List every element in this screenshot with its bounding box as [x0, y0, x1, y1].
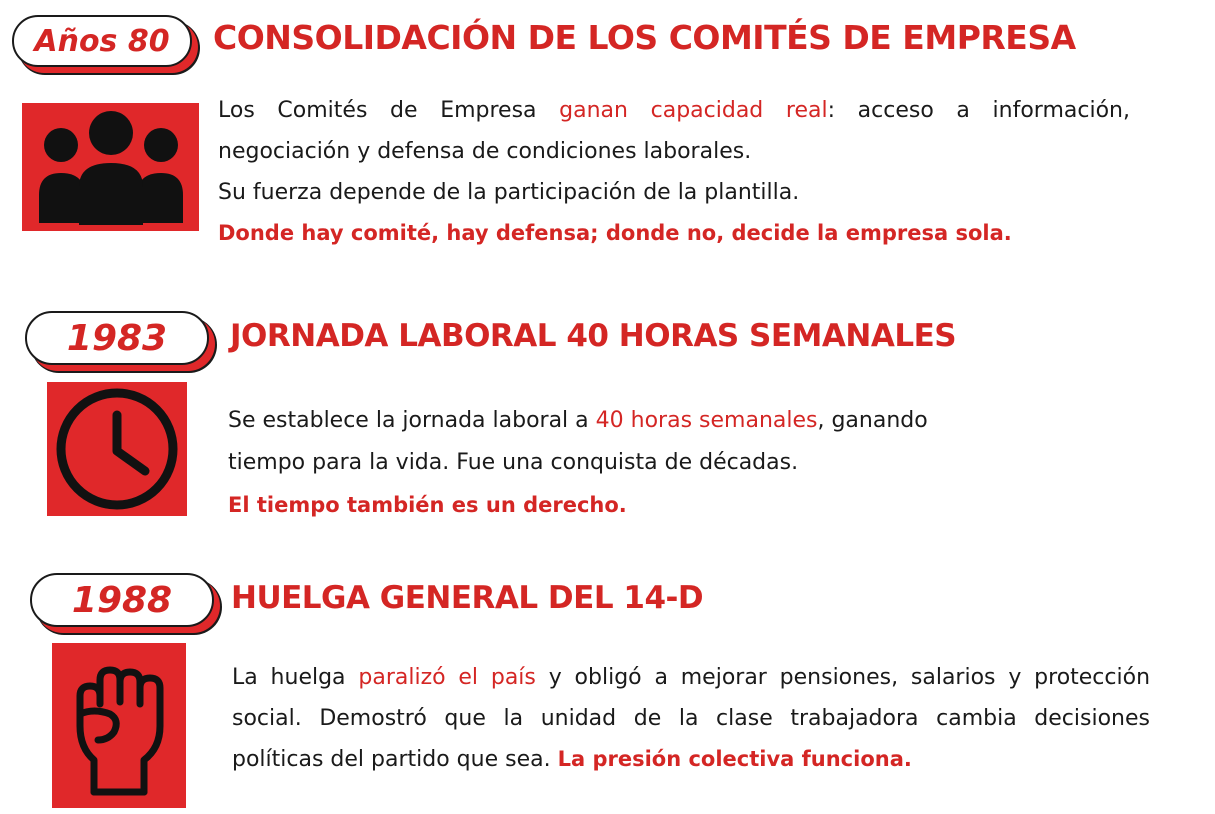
text-span: Se establece la jornada laboral a	[228, 408, 589, 433]
highlight-text: paralizó el país	[358, 665, 536, 690]
emphasis-text: La presión colectiva funciona.	[557, 747, 912, 771]
emphasis-line: Donde hay comité, hay defensa; donde no, decide la empresa sola.	[218, 221, 1012, 245]
icon-box-clock	[47, 382, 187, 516]
badge-label: Años 80	[34, 23, 170, 59]
section-title-jornada: JORNADA LABORAL 40 HORAS SEMANALES	[230, 318, 957, 354]
text-span: y obligó a mejorar pensiones, salarios y protección	[548, 665, 1151, 690]
body-line: social. Demostró que la unidad de la clase trabajadora cambia decisiones	[232, 706, 1150, 731]
highlight-text: ganan capacidad real	[559, 98, 828, 123]
section-body-jornada	[228, 400, 1028, 526]
body-line: negociación y defensa de condiciones laborales.	[218, 139, 752, 164]
section-body-huelga	[232, 657, 1150, 780]
badge-1983	[25, 311, 209, 365]
text-span: , ganando	[817, 408, 928, 433]
body-line	[232, 739, 1150, 780]
body-line	[232, 657, 1150, 698]
icon-box-fist	[52, 643, 186, 808]
clock-icon	[53, 385, 181, 513]
badge-label: 1983	[66, 317, 168, 359]
body-line: Su fuerza depende de la participación de la plantilla.	[218, 180, 800, 205]
body-line	[218, 90, 1130, 131]
badge-label: 1988	[71, 579, 173, 621]
icon-box-group	[22, 103, 199, 231]
section-body-comites	[218, 90, 1130, 254]
text-span: La huelga	[232, 665, 346, 690]
emphasis-line: El tiempo también es un derecho.	[228, 493, 627, 517]
raised-fist-icon	[64, 656, 174, 796]
badge-anos-80	[12, 15, 192, 67]
group-people-icon	[31, 105, 191, 229]
text-span: : acceso a información,	[827, 98, 1130, 123]
body-line	[228, 400, 1028, 442]
text-span: Los Comités de Empresa	[218, 98, 537, 123]
body-line: tiempo para la vida. Fue una conquista de décadas.	[228, 450, 799, 475]
section-title-comites: CONSOLIDACIÓN DE LOS COMITÉS DE EMPRESA	[213, 18, 1076, 57]
highlight-text: 40 horas semanales	[595, 408, 818, 433]
section-title-huelga: HUELGA GENERAL DEL 14-D	[231, 580, 704, 616]
badge-1988	[30, 573, 214, 627]
text-span: políticas del partido que sea.	[232, 747, 551, 772]
